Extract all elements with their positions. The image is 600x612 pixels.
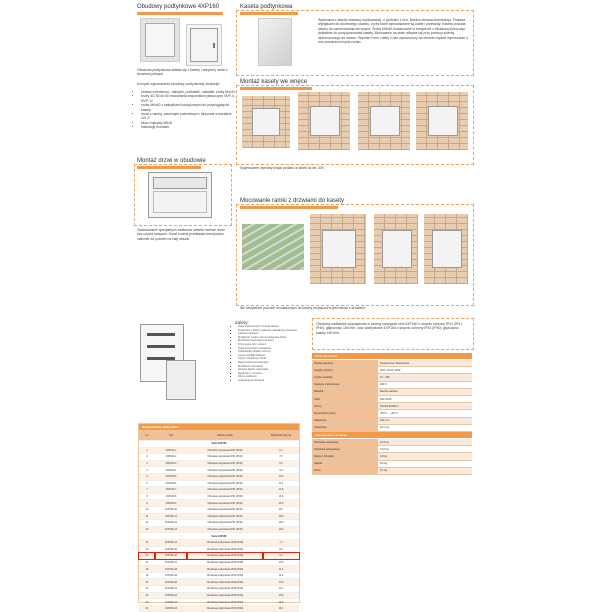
product-table-frame <box>138 423 300 611</box>
cell-type: 4XP160-24 <box>155 605 187 612</box>
cell-lp: 23 <box>139 599 155 606</box>
cell-name: Obudowa natynkowa IP41 (IP40) <box>187 460 263 467</box>
cell-mass: 7,0 <box>263 454 299 461</box>
housing-description: Obudowa podtynkowa składa się z kasety i odrębnej ramki z drzwiami pełnymi. <box>137 68 228 77</box>
spec-row <box>312 417 472 424</box>
spec-key: Rodzaj obudowy <box>312 360 378 367</box>
advantage-item: ▪ Liczne wybijaki kablowe <box>238 354 310 358</box>
tech-data-table <box>312 360 472 432</box>
box-image <box>258 18 292 66</box>
spec-value: 160 mm <box>378 417 472 424</box>
cell-lp: 4 <box>139 467 155 474</box>
table-row <box>139 447 299 454</box>
cell-lp: 13 <box>139 526 155 533</box>
frame-wall-1 <box>310 214 366 284</box>
spec-value: 3,1 kg <box>378 467 472 474</box>
spec-row <box>312 453 472 460</box>
spec-key: Obudowa natynkowa <box>312 439 378 446</box>
table-row <box>139 559 299 566</box>
product-description: Obudowy nadtalowe wyposażone w szereg rozwiązań serii 4XP160 o stopniu ochrony IP41 (IP41, IP40), głębokości 160 mm, oraz podtynkowe 4XP160 o stopniu ochrony IP43 (IP40), głębokość kasety 160 mm. <box>316 322 464 335</box>
cell-name: Obudowa natynkowa IP41 (IP40) <box>187 520 263 527</box>
cell-type: 4XP160-16 <box>155 553 187 560</box>
frame-title: Mocowanie ramki z drzwiami do kasety <box>240 198 345 204</box>
spec-value: 4,8 kg <box>378 453 472 460</box>
cell-lp: 3 <box>139 460 155 467</box>
spec-value: IP41 / IP43 / IP40 <box>378 367 472 374</box>
table-row <box>139 500 299 507</box>
cell-lp: 10 <box>139 506 155 513</box>
cell-name: Obudowa natynkowa IP41 (IP40) <box>187 480 263 487</box>
cell-mass: 14,8 <box>263 500 299 507</box>
cell-lp: 20 <box>139 579 155 586</box>
cell-type: 4XP160-21 <box>155 586 187 593</box>
table-row <box>139 513 299 520</box>
cell-lp: 11 <box>139 513 155 520</box>
cell-name: Obudowa natynkowa IP41 (IP40) <box>187 493 263 500</box>
table-row <box>139 553 299 560</box>
cell-lp: 22 <box>139 592 155 599</box>
table-row <box>139 480 299 487</box>
advantage-item: ▪ Łatwość montażu <box>238 332 310 336</box>
advantage-item: ▪ Drzwi pełne lub z oknem <box>238 343 310 347</box>
advantage-item: ▪ Gwarancja producenta <box>238 379 310 383</box>
cell-type: 4XP160-13 <box>155 526 187 533</box>
table-row <box>139 579 299 586</box>
spec-row <box>312 424 472 431</box>
cell-name: Obudowa natynkowa IP41 (IP40) <box>187 454 263 461</box>
advantage-item: ▪ Zgodność z normami <box>238 372 310 376</box>
spec-row <box>312 367 472 374</box>
cell-name: Obudowa podtynkowa IP43 (IP40) <box>187 553 263 560</box>
spec-key: Kolor <box>312 395 378 402</box>
spec-value: Podtynkowa / Natynkowa <box>378 360 472 367</box>
spec-key: Rama z drzwiami <box>312 453 378 460</box>
cell-name: Obudowa natynkowa IP41 (IP40) <box>187 500 263 507</box>
door-description: Zastosowanie specjalnych zawiasów ułatwia montaż drzwi bez użycia narzędzi. Drzwi można przekładać lewo/prawo zależnie od potrzeb na cały obszar. <box>137 228 225 241</box>
spec-row <box>312 395 472 402</box>
cell-type: 4XP160-2 <box>155 454 187 461</box>
cell-type: 4XP160-1 <box>155 447 187 454</box>
cell-name: Obudowa natynkowa IP41 (IP40) <box>187 506 263 513</box>
kit-item: • instrukcję montażu <box>141 125 239 129</box>
spec-value: 12,5 kg <box>378 439 472 446</box>
wall-illustration-1 <box>242 96 290 148</box>
housing-box-image <box>140 18 180 62</box>
cell-mass: 10,5 <box>263 473 299 480</box>
product-photo <box>138 322 198 400</box>
frame-wall-2 <box>374 214 418 284</box>
spec-value: PN-EN 60439-3 <box>378 403 472 410</box>
cell-mass: 18,1 <box>263 605 299 612</box>
cell-name: Obudowa natynkowa IP41 (IP40) <box>187 526 263 533</box>
spec-key: Stopień ochrony <box>312 367 378 374</box>
spec-row <box>312 360 472 367</box>
cell-mass: 16,9 <box>263 599 299 606</box>
rails-illustration <box>242 224 304 270</box>
cell-lp: 24 <box>139 605 155 612</box>
spec-value: 12 - 180 <box>378 374 472 381</box>
cell-lp: 9 <box>139 500 155 507</box>
weights-header: Ubezpieczone obudowa <box>312 432 472 438</box>
table-section-row <box>139 441 299 448</box>
tech-data-header: Dane techniczne <box>312 353 472 359</box>
cell-type: 4XP160-10 <box>155 506 187 513</box>
cell-type: 4XP160-4 <box>155 467 187 474</box>
advantage-item: ▪ Możliwość zmiany strony otwierania drzwi <box>238 336 310 340</box>
spec-key: Głębokość <box>312 417 378 424</box>
table-section-label: Seria 4XP160 <box>139 533 299 540</box>
table-row <box>139 572 299 579</box>
table-row <box>139 506 299 513</box>
door-title: Montaż drzwi w obudowie <box>137 158 206 164</box>
col-header-lp: Lp <box>139 430 155 441</box>
advantage-item: ▪ Duża estetyczność i funkcjonalność <box>238 325 310 329</box>
advantage-item: ▪ Możliwość zamknięcia na klucz <box>238 339 310 343</box>
housing-kit-heading: Komplet wyposażenia obudowy podtynkowej obejmuje: <box>137 82 220 86</box>
table-row <box>139 460 299 467</box>
cell-mass: 8,0 <box>263 546 299 553</box>
cell-type: 4XP160-12 <box>155 520 187 527</box>
spec-key: Drzwi <box>312 467 378 474</box>
advantages-list <box>232 325 310 383</box>
cell-name: Obudowa natynkowa IP41 (IP40) <box>187 447 263 454</box>
advantages-title: Zalety: <box>235 320 249 325</box>
product-table-title: Dopasowanie sknty drzwi <box>139 424 299 430</box>
cell-lp: 21 <box>139 586 155 593</box>
kit-item: • drzwi z ramką, zamknięte patentowym i kluczami w kształcie 121.5 <box>141 112 239 121</box>
cell-lp: 2 <box>139 454 155 461</box>
advantage-item: ▪ Odpowiedni stopień ochrony <box>238 350 310 354</box>
product-table <box>139 430 299 612</box>
cell-mass: 12,4 <box>263 572 299 579</box>
spec-value: RAL 9016 <box>378 395 472 402</box>
cell-mass: 13,4 <box>263 493 299 500</box>
wall-illustration-2 <box>298 92 350 150</box>
cell-lp: 14 <box>139 539 155 546</box>
table-row <box>139 454 299 461</box>
cell-type: 4XP160-20 <box>155 579 187 586</box>
cell-name: Obudowa podtynkowa IP43 (IP40) <box>187 579 263 586</box>
cell-mass: 10,3 <box>263 559 299 566</box>
cell-name: Obudowa natynkowa IP41 (IP40) <box>187 467 263 474</box>
spec-row <box>312 410 472 417</box>
table-row <box>139 473 299 480</box>
spec-value: 400 V <box>378 381 472 388</box>
spec-row <box>312 467 472 474</box>
cell-name: Obudowa podtynkowa IP43 (IP40) <box>187 586 263 593</box>
spec-row <box>312 388 472 395</box>
cell-mass: 11,4 <box>263 480 299 487</box>
cell-type: 4XP160-17 <box>155 559 187 566</box>
cell-mass: 8,2 <box>263 460 299 467</box>
housing-title-bar <box>137 12 223 15</box>
table-section-row <box>139 533 299 540</box>
cell-name: Obudowa natynkowa IP41 (IP40) <box>187 473 263 480</box>
spec-row <box>312 439 472 446</box>
cell-mass: 18,0 <box>263 520 299 527</box>
table-row <box>139 520 299 527</box>
spec-key: Obudowa podtynkowa <box>312 446 378 453</box>
cell-lp: 6 <box>139 480 155 487</box>
spec-key: Normy <box>312 403 378 410</box>
box-title: Kaseta podtynkowa <box>240 4 293 10</box>
spec-row <box>312 460 472 467</box>
wall-illustration-3 <box>358 92 410 150</box>
cell-mass: 11,2 <box>263 566 299 573</box>
table-row <box>139 592 299 599</box>
kit-item: • klucz trójkątny M6x8 <box>141 121 239 125</box>
table-row <box>139 599 299 606</box>
box-description: Wykonana z blachy stalowej ocynkowanej, o grubości 1 mm. Bardzo otwarta konstrukcja. Posiada wybijakami do wczesnego otwartu, przez które wprowadzane są kable i przewody. Kaseta posiada otwory do zamocowania we wnęce. Śruby M4x40 dostarczane w komplecie z obudową służą więc dokładnie do pozycjonowania kasety. Mocowanie na stałe odbywa się przy pomocy ścienię wpuszczonego do otworu. Wymiar 9 mm i dalej 4 mm wpuszczony na obrzeżu będzie wyrównanie 4 mm powierzchni tynku ścian. <box>318 18 468 45</box>
cell-type: 4XP160-23 <box>155 599 187 606</box>
advantage-item: ▪ Wykonana z blachy stalowej malowanej proszkowo <box>238 329 310 333</box>
spec-row <box>312 381 472 388</box>
cell-name: Obudowa natynkowa IP41 (IP40) <box>187 513 263 520</box>
cell-mass: 12,6 <box>263 487 299 494</box>
cell-type: 4XP160-3 <box>155 460 187 467</box>
kit-item: • śruby M4x40 z nakrętkami koszykowymi do przyciągnięcia kasety <box>141 103 239 112</box>
door-mounting-image <box>148 172 212 218</box>
cell-name: Obudowa podtynkowa IP43 (IP40) <box>187 592 263 599</box>
cell-mass: 9,3 <box>263 467 299 474</box>
table-row <box>139 566 299 573</box>
cell-name: Obudowa natynkowa IP41 (IP40) <box>187 487 263 494</box>
table-section-label: Seria 4XP160 <box>139 441 299 448</box>
cell-name: Obudowa podtynkowa IP43 (IP40) <box>187 599 263 606</box>
advantage-item: ▪ Możliwość rozbudowy <box>238 365 310 369</box>
spec-key: Liczba modułów <box>312 374 378 381</box>
housing-door-image <box>186 24 222 66</box>
spec-value: 24 m-ce <box>378 424 472 431</box>
spec-key: Kaseta <box>312 460 378 467</box>
cell-mass: 16,9 <box>263 513 299 520</box>
cell-lp: 18 <box>139 566 155 573</box>
cell-lp: 1 <box>139 447 155 454</box>
cell-type: 4XP160-15 <box>155 546 187 553</box>
col-header-mass: Wskaźnik masy, kg <box>263 430 299 441</box>
mounting-title: Montaż kasety we wnęce <box>240 79 308 85</box>
cell-mass: 6,1 <box>263 447 299 454</box>
cell-name: Obudowa podtynkowa IP43 (IP40) <box>187 546 263 553</box>
cell-lp: 17 <box>139 559 155 566</box>
cell-type: 4XP160-18 <box>155 566 187 573</box>
spec-key: Temperatura pracy <box>312 410 378 417</box>
cell-lp: 12 <box>139 520 155 527</box>
wall-illustration-4 <box>416 92 468 150</box>
col-header-name: Nazwa wyrobu <box>187 430 263 441</box>
cell-name: Obudowa podtynkowa IP43 (IP40) <box>187 605 263 612</box>
cell-name: Obudowa podtynkowa IP43 (IP40) <box>187 566 263 573</box>
cell-lp: 19 <box>139 572 155 579</box>
cell-lp: 16 <box>139 553 155 560</box>
advantage-item: ▪ Wysoka jakość wykonania <box>238 368 310 372</box>
spec-value: 13,0 kg <box>378 446 472 453</box>
cell-lp: 15 <box>139 546 155 553</box>
cell-mass: 15,8 <box>263 592 299 599</box>
table-row <box>139 586 299 593</box>
spec-value: Blacha stalowa <box>378 388 472 395</box>
weights-table <box>312 439 472 475</box>
cell-name: Obudowa podtynkowa IP43 (IP40) <box>187 572 263 579</box>
mounting-note: Sugerowane wymiary wnęki podano w tabeli na str. 309 <box>240 166 324 170</box>
cell-mass: 14,7 <box>263 586 299 593</box>
table-row <box>139 487 299 494</box>
table-row <box>139 539 299 546</box>
cell-type: 4XP160-5 <box>155 473 187 480</box>
cell-mass: 7,1 <box>263 539 299 546</box>
table-row <box>139 526 299 533</box>
cell-lp: 7 <box>139 487 155 494</box>
spec-key: Gwarancja <box>312 424 378 431</box>
spec-row <box>312 403 472 410</box>
kit-item: • zestaw uziemienia - nakrętki, podkładki, nakładki, śruby M4x10 <box>141 90 239 94</box>
table-row <box>139 605 299 612</box>
cell-mass: 15,7 <box>263 506 299 513</box>
table-row <box>139 546 299 553</box>
cell-mass: 13,5 <box>263 579 299 586</box>
housing-title: Obudowy podtynkowe 4XP160 <box>137 4 220 10</box>
spec-row <box>312 446 472 453</box>
cell-name: Obudowa podtynkowa IP43 (IP40) <box>187 539 263 546</box>
cell-type: 4XP160-7 <box>155 487 187 494</box>
cell-type: 4XP160-9 <box>155 500 187 507</box>
advantage-item: ▪ Szyny montażowe TH35 <box>238 357 310 361</box>
cell-lp: 5 <box>139 473 155 480</box>
advantage-item: ▪ Duża przestrzeń montażowa <box>238 347 310 351</box>
cell-name: Obudowa podtynkowa IP43 (IP40) <box>187 559 263 566</box>
spec-key: Napięcie znamionowe <box>312 381 378 388</box>
frame-wall-3 <box>424 214 468 284</box>
cell-lp: 8 <box>139 493 155 500</box>
spec-value: -25°C ... +40°C <box>378 410 472 417</box>
cell-mass: 9,1 <box>263 553 299 560</box>
advantage-item: ▪ Ergonomiczna konstrukcja <box>238 361 310 365</box>
col-header-type: Typ <box>155 430 187 441</box>
cell-type: 4XP160-8 <box>155 493 187 500</box>
advantage-item: ▪ Różne wielkości <box>238 375 310 379</box>
spec-key: Materiał <box>312 388 378 395</box>
spec-row <box>312 374 472 381</box>
table-row <box>139 493 299 500</box>
cell-type: 4XP160-6 <box>155 480 187 487</box>
spec-value: 8,2 kg <box>378 460 472 467</box>
kit-item: • śruby 4G 50 do 60 mocowania wsporników płaszczyzn NVF-4, NVP-12 <box>141 94 239 103</box>
table-row <box>139 467 299 474</box>
cell-type: 4XP160-19 <box>155 572 187 579</box>
cell-type: 4XP160-14 <box>155 539 187 546</box>
frame-note: We wszystkich pracach montażowych do kasety przyłączona jest ramka z drzwiami. <box>240 306 366 310</box>
housing-kit-list <box>131 90 239 130</box>
cell-type: 4XP160-22 <box>155 592 187 599</box>
cell-mass: 19,2 <box>263 526 299 533</box>
cell-type: 4XP160-11 <box>155 513 187 520</box>
